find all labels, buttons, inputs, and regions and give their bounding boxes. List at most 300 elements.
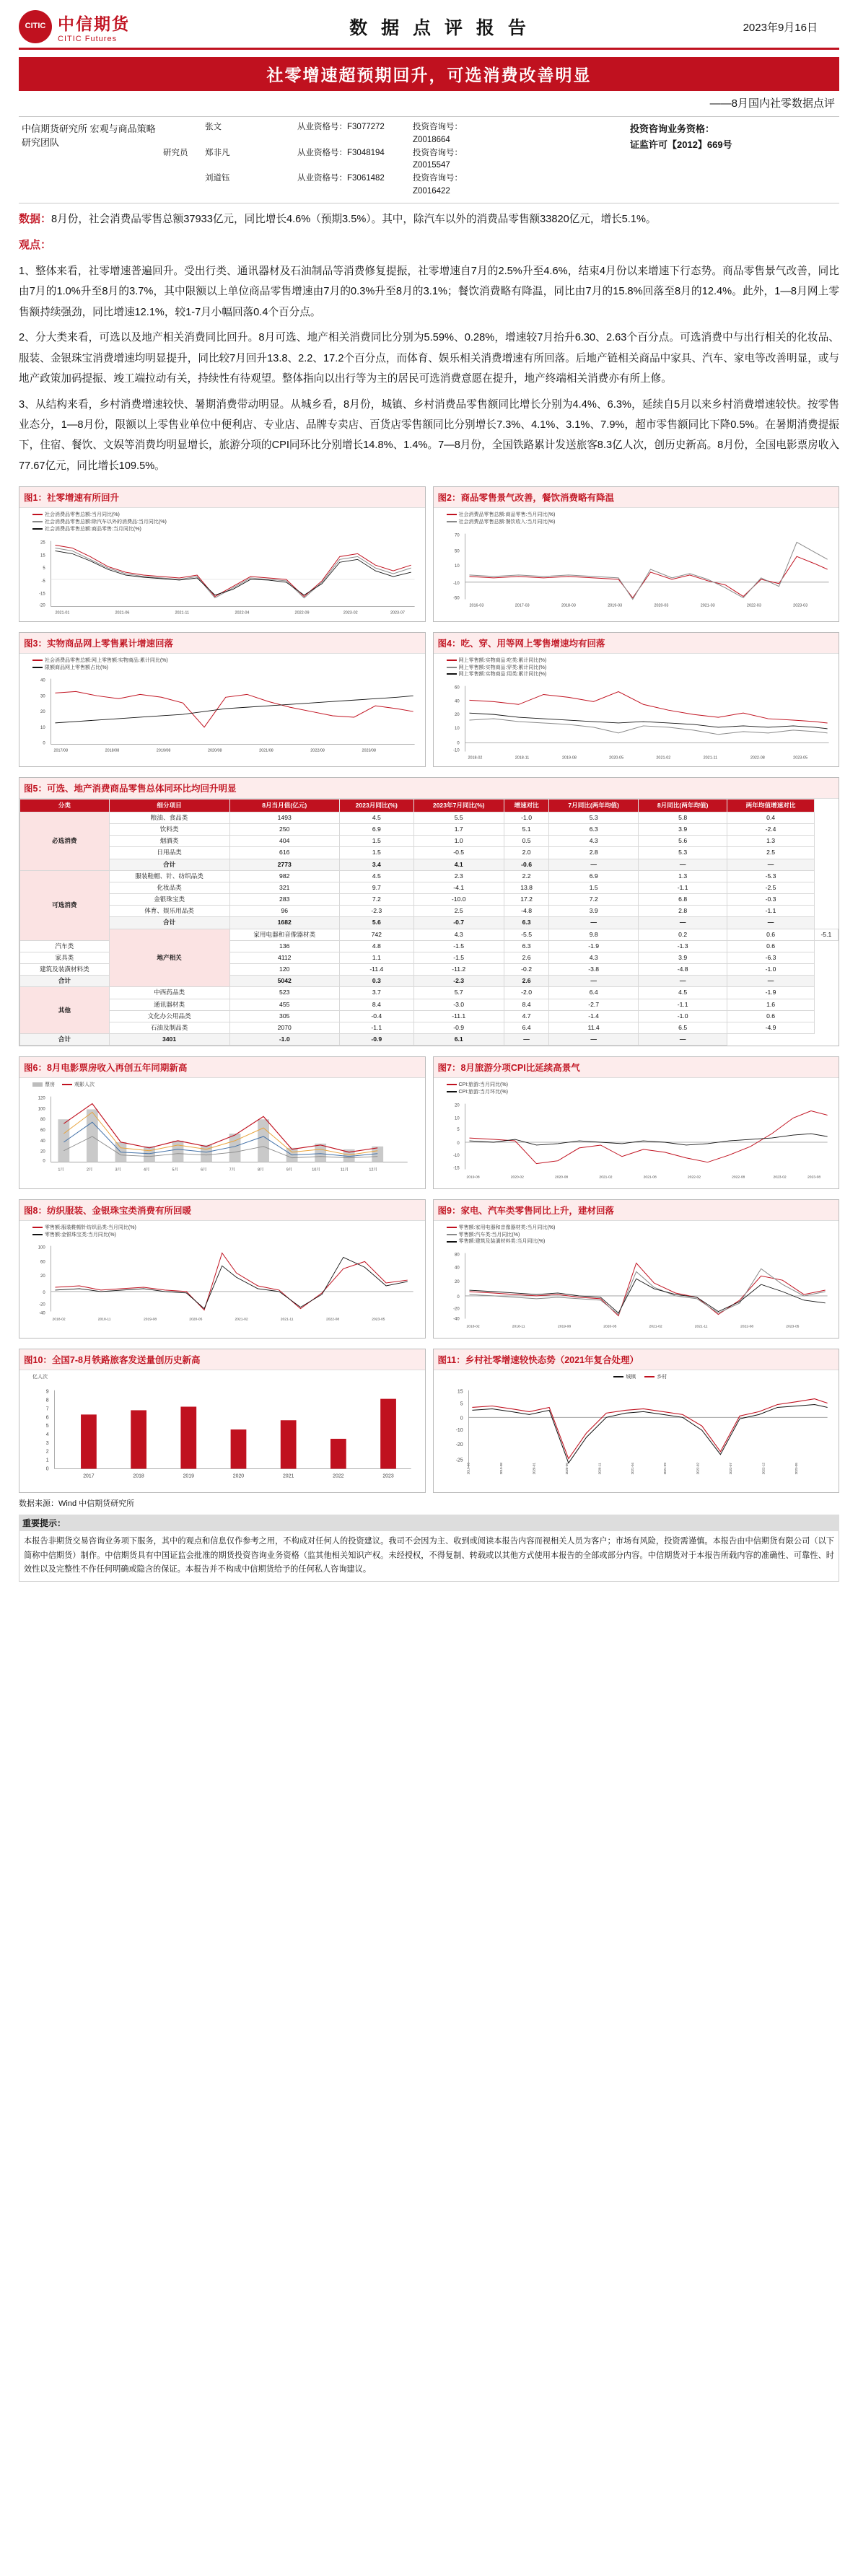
figure-10-legend: [22, 1373, 422, 1383]
svg-text:2018-11: 2018-11: [512, 1325, 525, 1329]
svg-text:2017: 2017: [83, 1473, 95, 1479]
svg-text:3: 3: [45, 1440, 49, 1446]
table-cell-value: 6.3: [549, 824, 638, 836]
figure-6-body: [19, 1078, 425, 1181]
table-cell-value: 9.7: [339, 882, 413, 893]
figure-8-title: 图8：纺织服装、金银珠宝类消费有所回暖: [19, 1200, 425, 1221]
svg-text:2022-09: 2022-09: [294, 610, 310, 615]
license-title: 投资咨询业务资格：: [630, 123, 715, 134]
table-cell-item: 合计: [109, 917, 229, 929]
legend-item: 城镇: [626, 1375, 636, 1380]
svg-text:2023: 2023: [382, 1473, 394, 1479]
retail-breakdown-table: [19, 799, 839, 1046]
table-cell-item: 家具类: [20, 952, 110, 963]
svg-text:20: 20: [40, 710, 45, 715]
svg-text:2018/08: 2018/08: [105, 748, 120, 753]
table-cell-value: 5.6: [339, 917, 413, 929]
svg-text:40: 40: [454, 699, 460, 704]
svg-text:2021: 2021: [282, 1473, 294, 1479]
table-cell-value: -1.4: [549, 1010, 638, 1022]
figure-4-chart: [437, 680, 836, 765]
table-cell-value: 6.4: [549, 987, 638, 999]
svg-text:2020-05: 2020-05: [189, 1318, 203, 1322]
th-value: 8月当月值(亿元): [229, 799, 339, 812]
author-name: 张文: [205, 123, 222, 131]
table-cell-value: 2.8: [638, 906, 727, 917]
svg-text:2020/08: 2020/08: [207, 748, 222, 753]
svg-text:2月: 2月: [86, 1167, 93, 1173]
svg-text:2017-03: 2017-03: [515, 603, 530, 608]
figure-11: [433, 1349, 840, 1493]
svg-text:0: 0: [43, 741, 45, 746]
brand-name-en: CITIC Futures: [58, 34, 118, 43]
svg-text:2022-02: 2022-02: [687, 1175, 701, 1180]
figure-7-chart: [437, 1098, 836, 1187]
svg-text:-40: -40: [452, 1317, 460, 1322]
table-cell-value: 1493: [229, 812, 339, 823]
svg-text:5: 5: [460, 1401, 463, 1407]
svg-text:2022-08: 2022-08: [750, 755, 765, 761]
table-cell-value: 5.5: [413, 812, 504, 823]
svg-text:5月: 5月: [172, 1167, 178, 1173]
legend-item: 限额商品网上零售额占比(%): [45, 665, 108, 670]
table-cell-item: 合计: [20, 976, 110, 987]
table-cell-value: 1682: [229, 917, 339, 929]
table-cell-value: 4.3: [549, 952, 638, 963]
legend-item: 网上零售额:实物商品:穿类:累计同比(%): [458, 665, 547, 670]
table-cell-value: 2773: [229, 859, 339, 870]
table-cell-value: 4.8: [339, 940, 413, 952]
table-cell-value: 283: [229, 894, 339, 906]
figure-2-chart: [437, 527, 836, 613]
table-cell-value: -0.2: [504, 964, 549, 976]
table-cell-value: 305: [229, 1010, 339, 1022]
svg-text:20: 20: [40, 1149, 45, 1155]
table-cell-value: 1.5: [549, 882, 638, 893]
headline-subtitle: ——8月国内社零数据点评: [709, 97, 835, 110]
table-cell-item: 日用品类: [109, 847, 229, 859]
th-yoy: 2023月同比(%): [339, 799, 413, 812]
table-cell-value: 321: [229, 882, 339, 893]
svg-text:-20: -20: [39, 1303, 45, 1308]
legend-item: 乡村: [657, 1375, 667, 1380]
svg-text:2022-08: 2022-08: [740, 1325, 753, 1329]
figure-1-title: 图1：社零增速有所回升: [19, 487, 425, 508]
table-cell-value: 0.6: [727, 940, 814, 952]
table-cell-value: 9.8: [549, 929, 638, 940]
table-cell-value: 2.0: [504, 847, 549, 859]
table-cell-value: -2.0: [504, 987, 549, 999]
table-cell-value: 982: [229, 870, 339, 882]
page-title: 数 据 点 评 报 告: [349, 18, 530, 38]
figure-10-body: [19, 1370, 425, 1492]
svg-text:-20: -20: [452, 1307, 460, 1312]
svg-text:120: 120: [38, 1096, 45, 1101]
table-cell-value: 2.3: [413, 870, 504, 882]
figure-11-legend: [437, 1373, 836, 1383]
table-cell-value: -4.1: [413, 882, 504, 893]
table-cell-value: 8.4: [339, 999, 413, 1010]
legend-item: 社会消费品零售总额:当月同比(%): [45, 512, 120, 518]
figure-row-1: [19, 486, 839, 621]
license-block: [630, 121, 839, 198]
th-2y-aug: 8月同比(两年均值): [638, 799, 727, 812]
table-cell-value: 1.7: [413, 824, 504, 836]
view-label-line: [19, 235, 839, 255]
table-row: [20, 1010, 839, 1022]
figure-8: [19, 1199, 426, 1339]
svg-text:-5: -5: [41, 579, 45, 584]
table-cell-item: 饮料类: [109, 824, 229, 836]
author-consult-id: 投资咨询号：Z0015547: [413, 148, 463, 170]
svg-text:2020-03: 2020-03: [653, 603, 668, 608]
figure-9-body: [434, 1221, 839, 1338]
table-cell-value: -5.3: [727, 870, 814, 882]
svg-text:7月: 7月: [229, 1167, 236, 1173]
figure-11-title: 图11：乡村社零增速较快态势（2021年复合处理）: [434, 1349, 839, 1370]
svg-text:30: 30: [40, 694, 45, 699]
svg-text:2021-09: 2021-09: [662, 1463, 667, 1475]
svg-text:9月: 9月: [286, 1167, 293, 1173]
svg-text:80: 80: [40, 1118, 45, 1123]
figure-2: [433, 486, 840, 621]
svg-text:2017/08: 2017/08: [53, 748, 69, 753]
svg-text:2022-04: 2022-04: [235, 610, 250, 615]
table-row: [20, 906, 839, 917]
figure-row-4: [19, 1199, 839, 1339]
svg-text:12月: 12月: [369, 1167, 377, 1173]
author-list: [163, 121, 630, 198]
table-cell-value: 6.5: [638, 1022, 727, 1033]
table-cell-value: 13.8: [504, 882, 549, 893]
table-cell-value: —: [727, 859, 814, 870]
svg-text:0: 0: [456, 1295, 460, 1300]
figure-2-legend: [437, 511, 836, 527]
table-cell-item: 体育、娱乐用品类: [109, 906, 229, 917]
svg-text:4: 4: [45, 1432, 49, 1438]
table-cell-item: 服装鞋帽、针、纺织品类: [109, 870, 229, 882]
table-cell-value: -4.9: [727, 1022, 814, 1033]
table-cell-item: 文化办公用品类: [109, 1010, 229, 1022]
report-header: [19, 10, 839, 50]
figure-3-chart: [22, 673, 422, 758]
svg-text:10: 10: [454, 564, 460, 569]
svg-text:2021-11: 2021-11: [694, 1325, 708, 1329]
svg-text:2019/08: 2019/08: [156, 748, 171, 753]
svg-text:2018-03: 2018-03: [561, 603, 576, 608]
table-cell-value: -4.8: [504, 906, 549, 917]
figure-2-title: 图2：商品零售景气改善，餐饮消费略有降温: [434, 487, 839, 508]
svg-text:2018-11: 2018-11: [515, 755, 529, 761]
table-cell-value: 250: [229, 824, 339, 836]
table-cell-value: -3.0: [413, 999, 504, 1010]
figure-9-chart: [437, 1247, 836, 1336]
figure-3: [19, 632, 426, 767]
th-2y-jul: 7月同比(两年均值): [549, 799, 638, 812]
svg-text:-50: -50: [452, 596, 460, 601]
table-cell-value: -0.5: [413, 847, 504, 859]
author-role: 研究员: [163, 148, 188, 157]
figure-11-chart: [437, 1383, 836, 1491]
table-cell-value: 455: [229, 999, 339, 1010]
svg-text:40: 40: [40, 1139, 45, 1144]
figure-9-legend: [437, 1224, 836, 1247]
svg-text:2021-03: 2021-03: [700, 603, 715, 608]
legend-item: 网上零售额:实物商品:用类:累计同比(%): [458, 672, 547, 678]
svg-text:40: 40: [40, 678, 45, 683]
table-cell-value: 2.6: [504, 952, 549, 963]
table-cell-item: 化妆品类: [109, 882, 229, 893]
svg-text:2023-08: 2023-08: [807, 1175, 820, 1180]
author-row: [163, 147, 630, 173]
figure-7-legend: [437, 1081, 836, 1098]
table-row: [20, 812, 839, 823]
svg-text:2021-11: 2021-11: [703, 755, 717, 761]
figure-2-body: [434, 508, 839, 614]
svg-text:7: 7: [45, 1406, 49, 1412]
svg-text:2023-02: 2023-02: [343, 610, 358, 615]
table-cell-value: -1.5: [413, 940, 504, 952]
author-name: 郑非凡: [205, 148, 230, 157]
data-paragraph: [19, 209, 839, 229]
table-cell-value: -1.1: [339, 1022, 413, 1033]
svg-text:-20: -20: [455, 1442, 463, 1447]
svg-text:2022-02: 2022-02: [696, 1463, 700, 1475]
figure-4-legend: [437, 657, 836, 680]
legend-item: 社会消费品零售总额:餐饮收入:当月同比(%): [458, 520, 556, 525]
svg-text:2020-01: 2020-01: [531, 1463, 535, 1475]
legend-item: 社会消费品零售总额:商品零售:当月同比(%): [458, 512, 556, 518]
svg-text:2021-04: 2021-04: [630, 1463, 634, 1475]
figure-9: [433, 1199, 840, 1339]
svg-text:2020: 2020: [232, 1473, 245, 1479]
disclaimer-title: 重要提示：: [19, 1515, 839, 1531]
svg-text:2019-08: 2019-08: [557, 1325, 571, 1329]
table-row: [20, 1034, 839, 1046]
table-cell-item: 烟酒类: [109, 836, 229, 847]
th-item: 细分项目: [109, 799, 229, 812]
table-cell-value: 6.1: [413, 1034, 504, 1046]
table-cell-value: -1.1: [638, 999, 727, 1010]
figure-10-chart: [22, 1383, 422, 1491]
svg-text:2023-05: 2023-05: [785, 1325, 799, 1329]
legend-item: 社会消费品零售总额:除汽车以外的消费品:当月同比(%): [45, 520, 167, 525]
svg-text:15: 15: [40, 553, 45, 558]
table-cell-value: 616: [229, 847, 339, 859]
svg-text:60: 60: [40, 1260, 45, 1265]
table-cell-value: 6.3: [504, 940, 549, 952]
figure-5-title: 图5：可选、地产消费商品零售总体同环比均回升明显: [19, 778, 839, 799]
data-label: 数据：: [19, 212, 52, 225]
svg-text:2021/08: 2021/08: [259, 748, 273, 753]
table-cell-value: -10.0: [413, 894, 504, 906]
table-cell-value: -0.9: [339, 1034, 413, 1046]
svg-text:20: 20: [454, 1103, 460, 1108]
legend-item: 零售额:金银珠宝类:当月同比(%): [45, 1232, 116, 1237]
table-row: [20, 999, 839, 1010]
figure-5: [19, 777, 839, 1046]
table-cell-value: 120: [229, 964, 339, 976]
table-cell-value: 3.9: [549, 906, 638, 917]
headline-banner: 社零增速超预期回升，可选消费改善明显: [19, 57, 839, 91]
table-cell-value: -11.2: [413, 964, 504, 976]
figure-3-legend: [22, 657, 422, 673]
table-cell-value: -11.4: [339, 964, 413, 976]
table-cell-value: 5.3: [638, 847, 727, 859]
view-paragraph-1: 1、整体来看，社零增速普遍回升。受出行类、通讯器材及石油制品等消费修复提振，社零增速自7月的2.5%升至4.6%，结束4月份以来增速下行态势。商品零售景气改善，同比由7月的1.0%升至8月的3.7%，其中限额以上单位商品零售增速由7月的0.3%升至8月的3.1%；餐饮消费略有降温，同比由7月的15.8%回落至8月的12.4%。此外，1—8月网上零售额持续强劲，同比增速12.1%，较1-7月小幅回落0.4个百分点。: [19, 265, 839, 318]
table-cell-item: 中西药品类: [109, 987, 229, 999]
table-cell-value: -3.8: [549, 964, 638, 976]
legend-item: CPI:旅游:当月环比(%): [458, 1090, 508, 1095]
svg-text:2021-11: 2021-11: [175, 610, 190, 615]
table-row: [20, 824, 839, 836]
table-cell-value: 6.3: [504, 917, 549, 929]
author-consult-id: 投资咨询号：Z0016422: [413, 174, 463, 196]
table-cell-value: 4.5: [339, 870, 413, 882]
svg-text:2020-06: 2020-06: [564, 1463, 569, 1475]
table-cell-value: —: [638, 976, 727, 987]
figure-6: [19, 1056, 426, 1189]
table-cell-item: 通讯器材类: [109, 999, 229, 1010]
svg-text:0: 0: [45, 1466, 49, 1472]
table-cell-item: 汽车类: [20, 940, 110, 952]
legend-item: 社会消费品零售总额:商品零售:当月同比(%): [45, 526, 141, 532]
citic-logo-icon: CITIC: [19, 10, 52, 43]
author-name: 刘道钰: [205, 174, 230, 183]
svg-text:2019: 2019: [183, 1473, 194, 1479]
table-cell-value: —: [727, 976, 814, 987]
svg-text:2019-08: 2019-08: [144, 1318, 157, 1322]
svg-text:2022-07: 2022-07: [728, 1463, 732, 1475]
table-cell-value: 4.7: [504, 1010, 549, 1022]
table-cell-value: 1.5: [339, 836, 413, 847]
table-row: [20, 870, 839, 882]
svg-text:2016-03: 2016-03: [468, 603, 483, 608]
svg-text:20: 20: [454, 1280, 460, 1285]
svg-text:5: 5: [45, 1424, 49, 1429]
svg-text:20: 20: [40, 1274, 45, 1279]
svg-text:100: 100: [38, 1107, 45, 1112]
figure-8-chart: [22, 1240, 422, 1329]
table-cell-value: 6.8: [638, 894, 727, 906]
th-delta: 增速对比: [504, 799, 549, 812]
table-cell-value: —: [638, 859, 727, 870]
disclaimer-text: 本报告非期货交易咨询业务项下服务，其中的观点和信息仅作参考之用，不构成对任何人的投资建议。我司不会因为主、收到或阅读本报告内容而视相关人员为客户；市场有风险，投资需谨慎。本报告由中信期货有限公司（以下简称中信期货）制作。中信期货具有中国证监会批准的期货投资咨询业务资格（监其他相关知识产权。未经授权，不得复制、转载或以其他方式使用本报告的全部或部分内容。中信期货对于本报告所载内容的准确性、可靠性、时效性以及完整性不作任何明确或隐含的保证。本报告并不构成中信期货给予的任何私人咨询建议。: [19, 1531, 839, 1582]
table-row: [20, 894, 839, 906]
legend-item: 社会消费品零售总额:网上零售额:实物商品:累计同比(%): [45, 657, 168, 663]
figure-row-3: [19, 1056, 839, 1189]
table-cell-value: 0.3: [339, 976, 413, 987]
svg-text:2021-08: 2021-08: [643, 1175, 657, 1180]
author-row: [163, 121, 630, 147]
table-row: [20, 847, 839, 859]
svg-text:5: 5: [43, 566, 45, 571]
table-cell-value: —: [727, 917, 814, 929]
svg-text:2020-08: 2020-08: [554, 1175, 568, 1180]
svg-text:-15: -15: [39, 592, 45, 597]
table-cell-item: 家用电器和音像器材类: [229, 929, 339, 940]
table-cell-value: 96: [229, 906, 339, 917]
svg-text:9: 9: [45, 1389, 49, 1395]
svg-text:20: 20: [454, 713, 460, 718]
svg-text:10月: 10月: [312, 1167, 320, 1173]
table-cell-value: 6.9: [549, 870, 638, 882]
table-cell-item: 合计: [109, 859, 229, 870]
svg-text:2018-02: 2018-02: [467, 755, 482, 761]
svg-text:8月: 8月: [258, 1167, 264, 1173]
svg-text:2023-03: 2023-03: [792, 603, 807, 608]
table-cell-value: —: [549, 917, 638, 929]
table-cell-value: 1.3: [727, 836, 814, 847]
table-cell-value: —: [549, 1034, 638, 1046]
svg-text:0: 0: [43, 1159, 45, 1164]
table-cell-value: 0.2: [638, 929, 727, 940]
svg-text:2023-02: 2023-02: [773, 1175, 787, 1180]
table-cell-value: 1.6: [727, 999, 814, 1010]
figure-1-legend: [22, 511, 422, 534]
svg-text:60: 60: [40, 1129, 45, 1134]
table-row: [20, 917, 839, 929]
th-2y-delta: 两年均值增速对比: [727, 799, 814, 812]
table-cell-value: -1.1: [727, 906, 814, 917]
table-cell-value: 6.4: [504, 1022, 549, 1033]
svg-text:0: 0: [43, 1291, 45, 1296]
svg-text:2021-02: 2021-02: [649, 1325, 662, 1329]
table-cell-value: —: [638, 1034, 727, 1046]
legend-item: 观影人次: [74, 1082, 95, 1088]
table-cell-value: 4.1: [413, 859, 504, 870]
table-cell-item: 粮油、食品类: [109, 812, 229, 823]
figure-3-title: 图3：实物商品网上零售累计增速回落: [19, 633, 425, 654]
svg-text:2023-05: 2023-05: [794, 1463, 798, 1475]
svg-text:2022-03: 2022-03: [746, 603, 761, 608]
svg-text:2023-05: 2023-05: [792, 755, 807, 761]
license-number: 证监许可【2012】669号: [630, 139, 732, 151]
svg-text:2019-08: 2019-08: [466, 1175, 480, 1180]
svg-text:-40: -40: [39, 1311, 45, 1316]
figure-9-title: 图9：家电、汽车类零售同比上升，建材回落: [434, 1200, 839, 1221]
figure-6-legend: [22, 1081, 422, 1090]
table-cell-value: -1.9: [549, 940, 638, 952]
table-cell-value: 5.8: [638, 812, 727, 823]
table-cell-value: -4.8: [638, 964, 727, 976]
svg-text:2021-11: 2021-11: [280, 1318, 294, 1322]
table-cell-value: 4.5: [638, 987, 727, 999]
author-row: [163, 172, 630, 198]
table-cell-value: -2.5: [727, 882, 814, 893]
svg-text:-10: -10: [455, 1428, 463, 1434]
table-cell-value: 3401: [109, 1034, 229, 1046]
view-label: 观点：: [19, 239, 52, 252]
table-cell-value: —: [504, 1034, 549, 1046]
figure-7: [433, 1056, 840, 1189]
table-cell-value: 17.2: [504, 894, 549, 906]
view-paragraph-3: 3、从结构来看，乡村消费增速较快、暑期消费带动明显。从城乡看，8月份，城镇、乡村消费品零售额同比增长分别为4.4%、6.3%，延续自5月以来乡村消费增速较快。按零售业态分，1—8月份，限额以上零售业单位中便利店、专业店、品牌专卖店、百货店零售额同比分别增长7.3%、4.1%、3.1%、7.9%，超市零售额同比下降0.5%。在暑期消费提振下，住宿、餐饮、文娱等消费均明显增长，旅游分项的CPI同环比分别增长14.8%、1.4%。7—8月份，全国铁路累计发送旅客8.3亿人次，创历史新高。8月份，全国电影票房收入77.67亿元，同比增长109.5%。: [19, 398, 839, 472]
table-cell-item: 石油及制品类: [109, 1022, 229, 1033]
table-cell-value: 136: [229, 940, 339, 952]
view-paragraph-2: 2、分大类来看，可选以及地产相关消费同比回升。8月可选、地产相关消费同比分别为5.59%、0.28%，增速较7月抬升6.30、2.63个百分点。可选消费中与出行相关的化妆品、服装、金银珠宝消费增速均明显提升，同比较7月回升13.8、2.2、17.2个百分点，而体育、娱乐相关消费增速有所回落。后地产链相关商品中家具、汽车、家电等改善明显，或与地产政策加码提振、竣工端拉动有关，持续性有待观望。整体指向以出行等为主的居民可选消费意愿在提升，地产终端相关消费亦有所上修。: [19, 332, 839, 385]
table-cell-value: 3.9: [638, 824, 727, 836]
table-cell-value: 742: [339, 929, 413, 940]
table-cell-value: 0.6: [727, 929, 814, 940]
svg-text:2018-02: 2018-02: [466, 1325, 480, 1329]
figure-row-5: [19, 1349, 839, 1493]
figure-1: [19, 486, 426, 621]
data-source: 数据来源：Wind 中信期货研究所: [19, 1499, 135, 1509]
svg-text:80: 80: [454, 1253, 460, 1258]
svg-text:8: 8: [45, 1398, 49, 1403]
legend-item: 零售额:家用电器和音像器材类:当月同比(%): [458, 1225, 556, 1230]
